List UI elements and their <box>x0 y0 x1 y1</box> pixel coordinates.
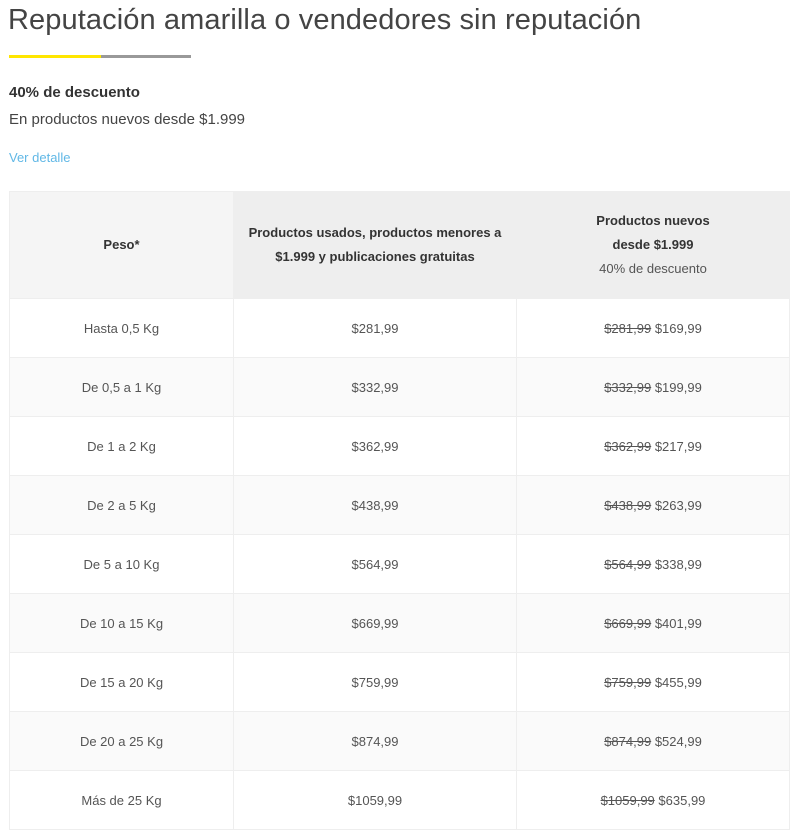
discount-heading: 40% de descuento <box>9 84 140 101</box>
header-new-line2: desde $1.999 <box>612 237 694 252</box>
used-price-cell: $1059,99 <box>234 771 517 830</box>
original-price: $362,99 <box>604 438 652 454</box>
table-row <box>10 417 790 476</box>
discounted-price: $635,99 <box>658 792 706 808</box>
discounted-price: $401,99 <box>654 615 702 631</box>
new-price-cell <box>517 535 790 594</box>
new-price-cell <box>517 299 790 358</box>
discounted-price: $263,99 <box>654 497 702 513</box>
used-price-cell: $332,99 <box>234 358 517 417</box>
discounted-price: $455,99 <box>654 674 702 690</box>
new-price-cell <box>517 771 790 830</box>
original-price: $669,99 <box>604 615 652 631</box>
new-price-cell <box>517 594 790 653</box>
weight-cell: De 1 a 2 Kg <box>10 417 234 476</box>
header-used-products: Productos usados, productos menores a $1.999 y publicaciones gratuitas <box>234 192 517 299</box>
used-price-cell: $874,99 <box>234 712 517 771</box>
table-row <box>10 712 790 771</box>
weight-cell: Más de 25 Kg <box>10 771 234 830</box>
table-row <box>10 299 790 358</box>
used-price-cell: $564,99 <box>234 535 517 594</box>
discounted-price: $199,99 <box>654 379 702 395</box>
discounted-price: $524,99 <box>654 733 702 749</box>
underline-accent <box>9 55 101 58</box>
discounted-price: $338,99 <box>654 556 702 572</box>
weight-cell: De 10 a 15 Kg <box>10 594 234 653</box>
header-new-discount: 40% de descuento <box>599 261 707 276</box>
table-header-row <box>10 192 790 299</box>
original-price: $874,99 <box>604 733 652 749</box>
page-title: Reputación amarilla o vendedores sin reputación <box>8 4 642 36</box>
weight-cell: Hasta 0,5 Kg <box>10 299 234 358</box>
table-row <box>10 358 790 417</box>
used-price-cell: $669,99 <box>234 594 517 653</box>
table-row <box>10 476 790 535</box>
new-price-cell <box>517 358 790 417</box>
new-price-cell <box>517 653 790 712</box>
discounted-price: $169,99 <box>654 320 702 336</box>
table-row <box>10 771 790 830</box>
table-row <box>10 594 790 653</box>
title-underline <box>9 55 191 58</box>
weight-cell: De 2 a 5 Kg <box>10 476 234 535</box>
original-price: $1059,99 <box>600 792 655 808</box>
used-price-cell: $362,99 <box>234 417 517 476</box>
discount-description: En productos nuevos desde $1.999 <box>9 111 246 128</box>
underline-rest <box>101 55 191 58</box>
original-price: $759,99 <box>604 674 652 690</box>
used-price-cell: $759,99 <box>234 653 517 712</box>
see-detail-link[interactable]: Ver detalle <box>9 150 71 165</box>
original-price: $332,99 <box>604 379 652 395</box>
new-price-cell <box>517 476 790 535</box>
new-price-cell <box>517 712 790 771</box>
table-row <box>10 653 790 712</box>
header-new-products <box>517 192 790 299</box>
header-weight: Peso* <box>10 192 234 299</box>
shipping-rates-table <box>9 191 790 830</box>
original-price: $281,99 <box>604 320 652 336</box>
table-row <box>10 535 790 594</box>
weight-cell: De 0,5 a 1 Kg <box>10 358 234 417</box>
weight-cell: De 15 a 20 Kg <box>10 653 234 712</box>
used-price-cell: $281,99 <box>234 299 517 358</box>
discounted-price: $217,99 <box>654 438 702 454</box>
header-new-line1: Productos nuevos <box>596 213 710 228</box>
original-price: $564,99 <box>604 556 652 572</box>
weight-cell: De 5 a 10 Kg <box>10 535 234 594</box>
new-price-cell <box>517 417 790 476</box>
original-price: $438,99 <box>604 497 652 513</box>
used-price-cell: $438,99 <box>234 476 517 535</box>
weight-cell: De 20 a 25 Kg <box>10 712 234 771</box>
